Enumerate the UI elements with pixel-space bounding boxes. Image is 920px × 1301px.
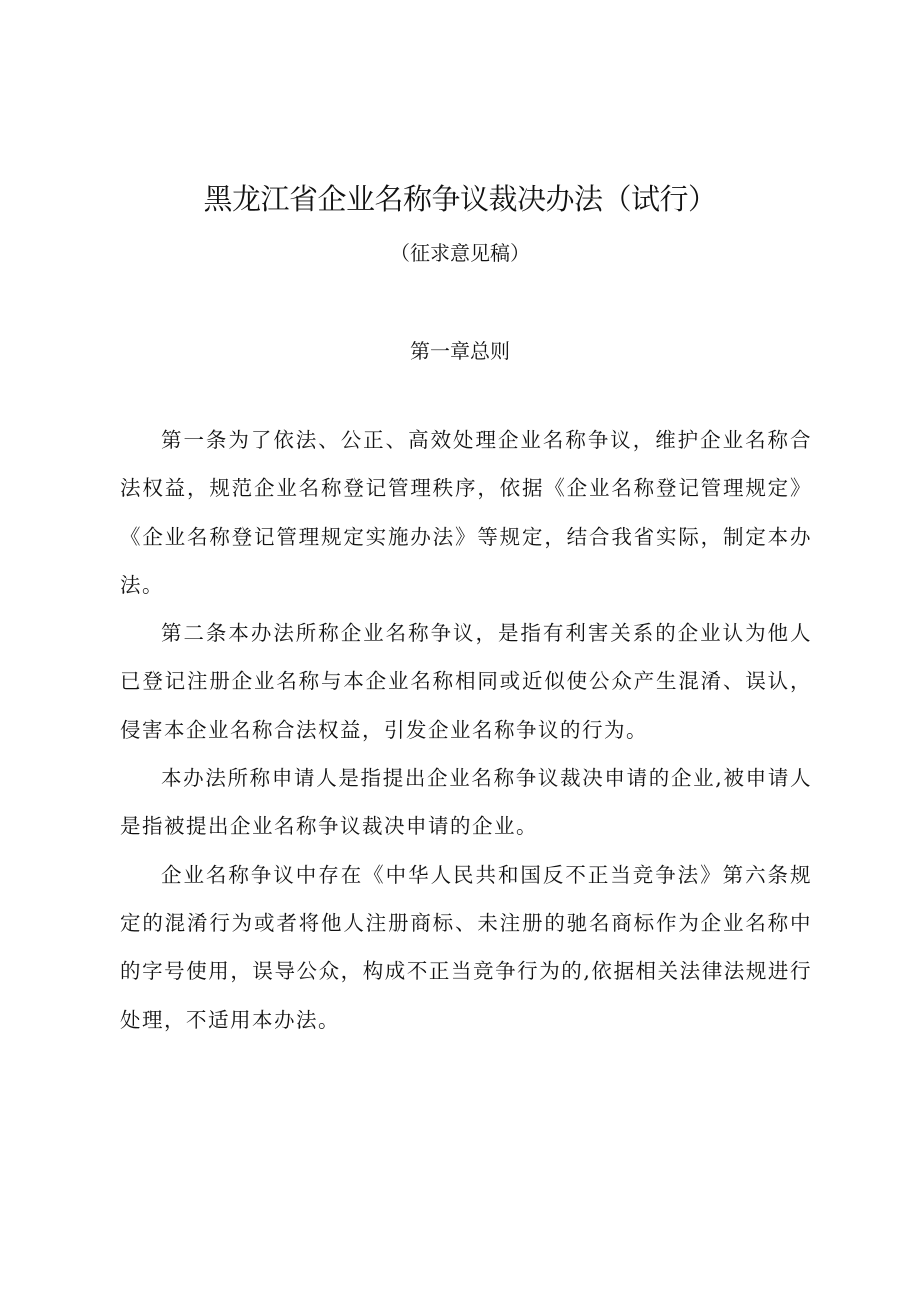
paragraph-article-1: 第一条为了依法、公正、高效处理企业名称争议，维护企业名称合法权益，规范企业名称登记管理秩序，依据《企业名称登记管理规定》《企业名称登记管理规定实施办法》等规定，结合我省实际，制定本办法。 [120,428,812,597]
document-title: 黑龙江省企业名称争议裁决办法（试行） [203,182,717,216]
document-subtitle: （征求意见稿） [390,241,530,265]
chapter-heading: 第一章总则 [410,339,510,363]
paragraph-article-2: 第二条本办法所称企业名称争议，是指有利害关系的企业认为他人已登记注册企业名称与本企业名称相同或近似使公众产生混淆、误认，侵害本企业名称合法权益，引发企业名称争议的行为。 [120,621,812,742]
paragraph-applicant-definition: 本办法所称申请人是指提出企业名称争议裁决申请的企业,被申请人是指被提出企业名称争议裁决申请的企业。 [120,766,812,839]
document-body [120,416,812,1044]
paragraph-exclusion: 企业名称争议中存在《中华人民共和国反不正当竞争法》第六条规定的混淆行为或者将他人注册商标、未注册的驰名商标作为企业名称中的字号使用，误导公众，构成不正当竞争行为的,依据相关法律法规进行处理，不适用本办法。 [120,862,812,1032]
